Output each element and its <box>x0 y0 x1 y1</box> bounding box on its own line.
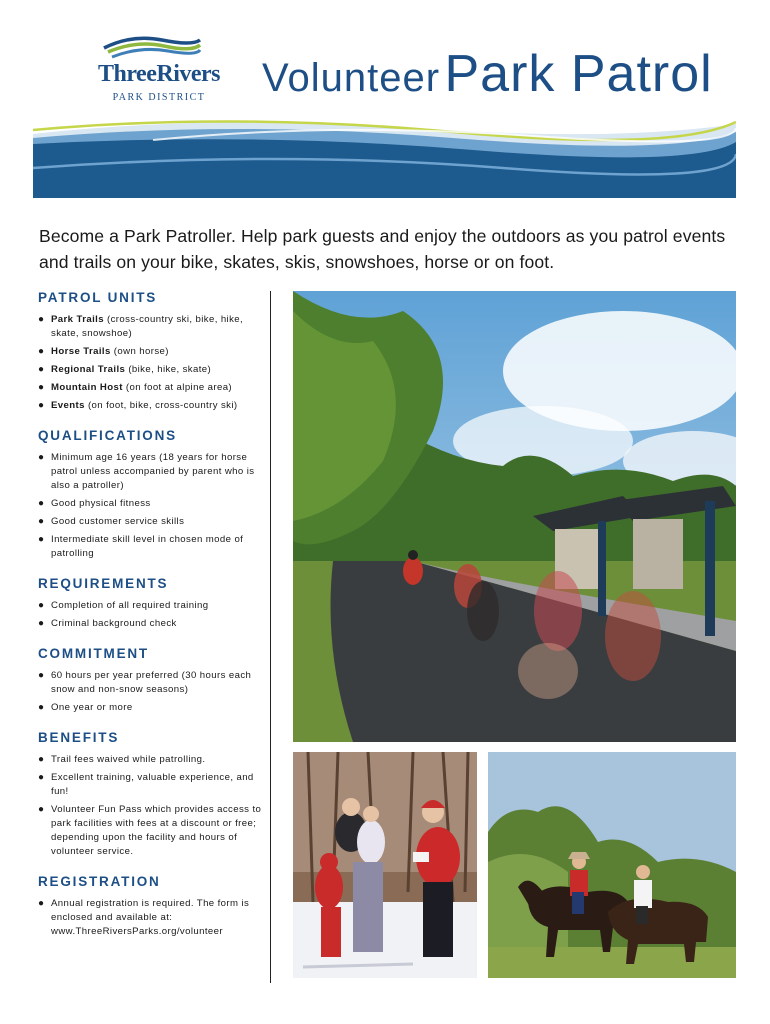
item-text: Volunteer Fun Pass which provides access to park facilities with fees at a discount or free; depending upon the facility and hours of volunteer service. <box>51 804 262 857</box>
bullet-icon: ● <box>38 618 45 629</box>
list-item <box>38 599 263 613</box>
list-item <box>38 771 263 799</box>
column-divider <box>270 291 271 983</box>
list-item <box>38 617 263 631</box>
section-heading: REQUIREMENTS <box>38 576 169 591</box>
list-item <box>38 533 263 561</box>
section-heading: PATROL UNITS <box>38 290 158 305</box>
section-heading: QUALIFICATIONS <box>38 428 177 443</box>
bullet-icon: ● <box>38 364 45 375</box>
item-text: Criminal background check <box>51 618 177 629</box>
item-text: (on foot, bike, cross-country ski) <box>84 400 238 411</box>
photo-bikers-skaters-on-trail <box>293 291 736 742</box>
list-item <box>38 497 263 511</box>
item-label: Park Trails <box>51 314 104 325</box>
item-text: Excellent training, valuable experience, and fun! <box>51 772 254 797</box>
list-item <box>38 363 263 377</box>
header-wave-banner <box>33 116 736 198</box>
item-label: Events <box>51 400 85 411</box>
requirements-section <box>38 576 263 631</box>
bullet-icon: ● <box>38 772 45 783</box>
photo-cross-country-ski-patrol <box>293 752 477 978</box>
list-item <box>38 313 263 341</box>
bullet-icon: ● <box>38 314 45 325</box>
item-text: Good customer service skills <box>51 516 185 527</box>
list-item <box>38 753 263 767</box>
bullet-icon: ● <box>38 600 45 611</box>
item-text: (bike, hike, skate) <box>125 364 212 375</box>
bullet-icon: ● <box>38 346 45 357</box>
item-text: (cross-country ski, bike, hike, skate, snowshoe) <box>51 314 244 339</box>
item-text: Annual registration is required. The form is enclosed and available at: www.ThreeRiversParks.org/volunteer <box>51 898 250 937</box>
list-item <box>38 803 263 859</box>
item-text: 60 hours per year preferred (30 hours each snow and non-snow seasons) <box>51 670 252 695</box>
item-text: (own horse) <box>110 346 169 357</box>
list-item <box>38 897 263 939</box>
intro-paragraph: Become a Park Patroller. Help park guests and enjoy the outdoors as you patrol events and trails on your bike, skates, skis, snowshoes, horse or on foot. <box>39 226 726 272</box>
page-title <box>262 44 713 104</box>
title-park-patrol: Park Patrol <box>444 45 713 103</box>
list-item <box>38 381 263 395</box>
bullet-icon: ● <box>38 452 45 463</box>
section-heading: BENEFITS <box>38 730 120 745</box>
bullet-icon: ● <box>38 534 45 545</box>
commitment-section <box>38 646 263 715</box>
item-text: Completion of all required training <box>51 600 209 611</box>
list-item <box>38 669 263 697</box>
info-column <box>38 290 263 954</box>
list-item <box>38 345 263 359</box>
bullet-icon: ● <box>38 382 45 393</box>
photo-horse-patrol <box>488 752 736 978</box>
item-label: Mountain Host <box>51 382 123 393</box>
patrol-units-section <box>38 290 263 413</box>
item-text: Intermediate skill level in chosen mode of patrolling <box>51 534 244 559</box>
registration-section <box>38 874 263 939</box>
title-volunteer: Volunteer <box>262 56 441 100</box>
item-text: Good physical fitness <box>51 498 151 509</box>
list-item <box>38 399 263 413</box>
bullet-icon: ● <box>38 670 45 681</box>
bullet-icon: ● <box>38 498 45 509</box>
item-text: One year or more <box>51 702 133 713</box>
item-label: Horse Trails <box>51 346 111 357</box>
item-text: Trail fees waived while patrolling. <box>51 754 206 765</box>
bullet-icon: ● <box>38 400 45 411</box>
item-label: Regional Trails <box>51 364 126 375</box>
bullet-icon: ● <box>38 516 45 527</box>
section-heading: REGISTRATION <box>38 874 161 889</box>
list-item <box>38 451 263 493</box>
logo-waves-icon <box>102 34 202 62</box>
three-rivers-logo <box>72 34 242 114</box>
logo-subtitle: PARK DISTRICT <box>112 92 206 103</box>
bullet-icon: ● <box>38 754 45 765</box>
qualifications-section <box>38 428 263 561</box>
item-text: Minimum age 16 years (18 years for horse patrol unless accompanied by parent who is also a patroller) <box>51 452 255 491</box>
bullet-icon: ● <box>38 804 45 815</box>
section-heading: COMMITMENT <box>38 646 149 661</box>
item-text: (on foot at alpine area) <box>122 382 233 393</box>
bullet-icon: ● <box>38 702 45 713</box>
bullet-icon: ● <box>38 898 45 909</box>
list-item <box>38 701 263 715</box>
benefits-section <box>38 730 263 859</box>
logo-name: ThreeRivers <box>97 61 221 87</box>
list-item <box>38 515 263 529</box>
